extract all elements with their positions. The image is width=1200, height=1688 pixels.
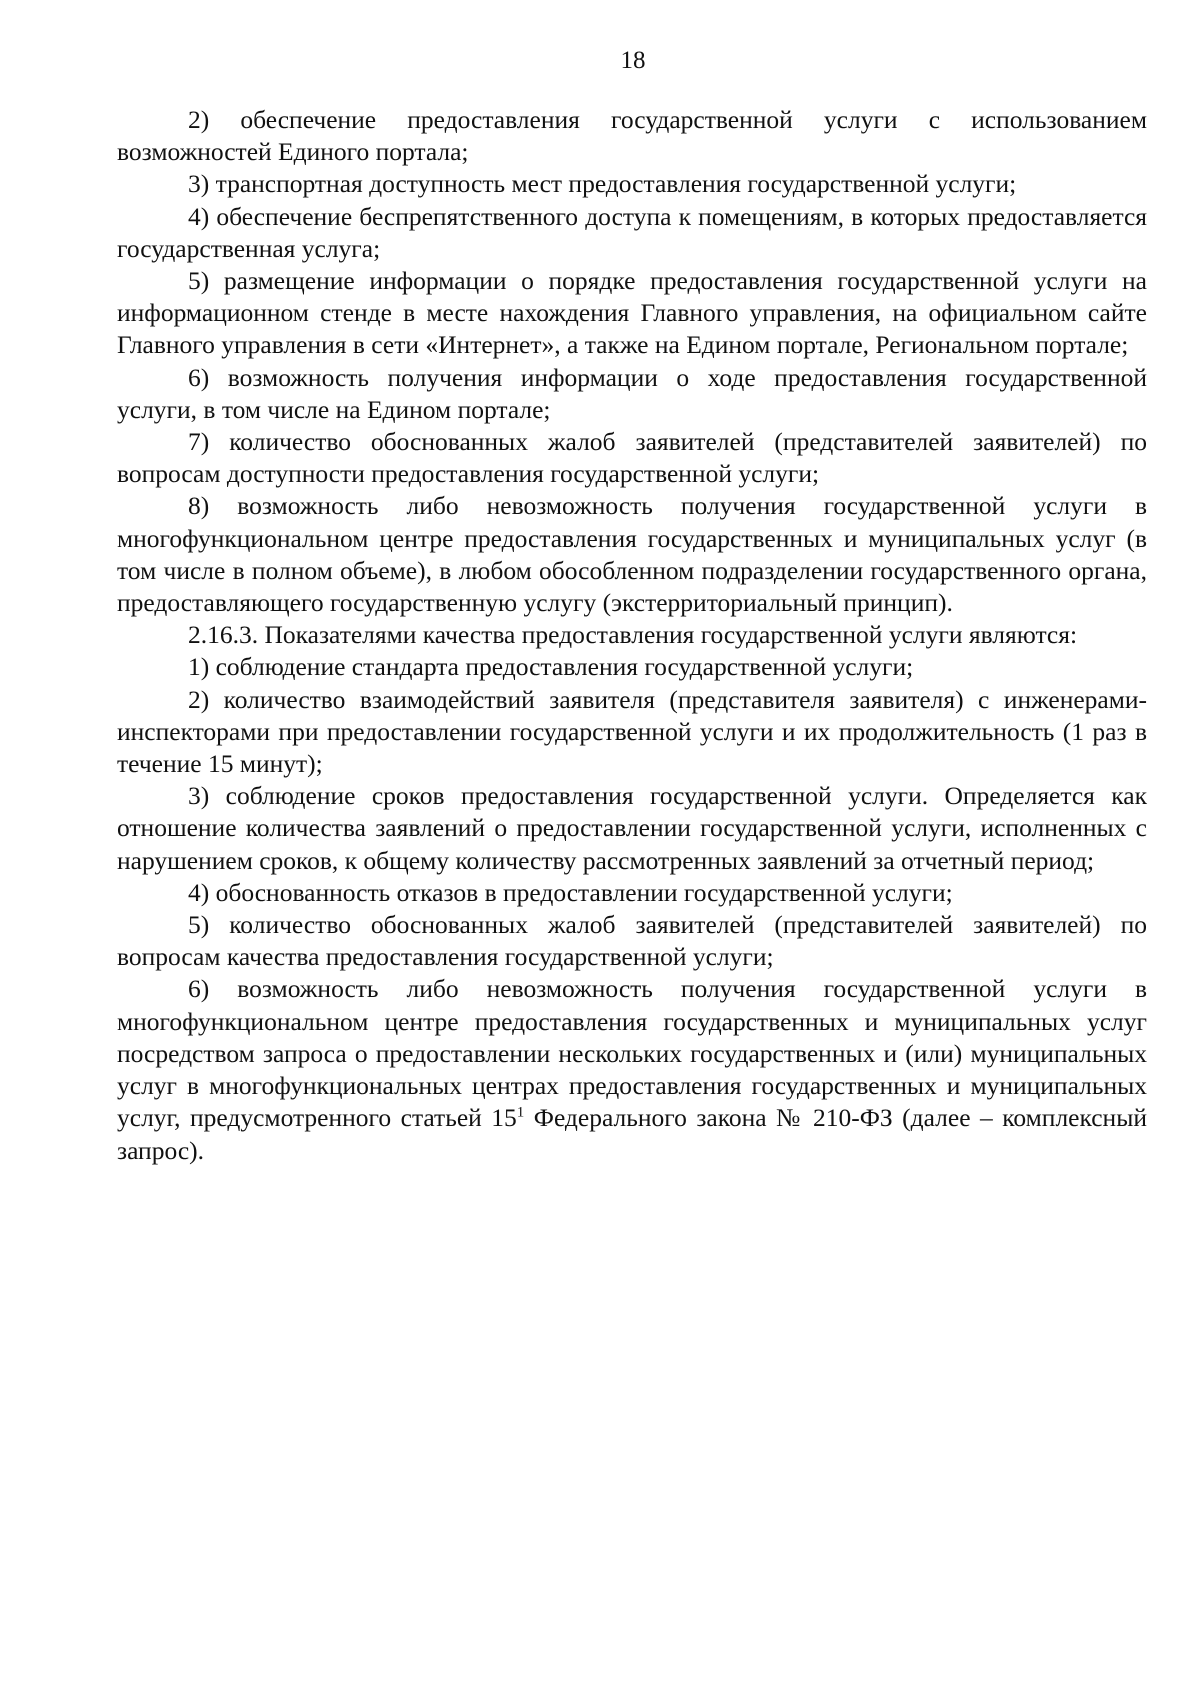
quality-item-5: 5) количество обоснованных жалоб заявителей (представителей заявителей) по вопросам качества предоставления государственной услуги;	[117, 910, 1147, 972]
quality-item-2: 2) количество взаимодействий заявителя (представителя заявителя) с инженерами-инспекторами при предоставлении государственной услуги и их продолжительность (1 раз в течение 15 минут);	[117, 684, 1147, 779]
quality-item-6-text: 6) возможность либо невозможность получения государственной услуги в многофункциональном центре предоставления государственных и муниципальных услуг посредством запроса о предоставлении нескольких государственных и (или) муниципальных услуг в многофункциональных центрах предоставления государственных и муниципальных услуг, предусмотренного статьей 15	[117, 974, 1147, 1133]
paragraph-item-8: 8) возможность либо невозможность получения государственной услуги в многофункциональном центре предоставления государственных и муниципальных услуг (в том числе в полном объеме), в любом обособленном подразделении государственного органа, предоставляющего государственную услугу (экстерриториальный принцип).	[117, 491, 1147, 618]
paragraph-item-3: 3) транспортная доступность мест предоставления государственной услуги;	[188, 169, 1017, 199]
paragraph-item-6: 6) возможность получения информации о ходе предоставления государственной услуги, в том числе на Едином портале;	[117, 362, 1147, 424]
quality-item-6-text-end: Федерального закона № 210-ФЗ (далее – комплексный запрос).	[117, 1103, 1147, 1165]
paragraph-item-7: 7) количество обоснованных жалоб заявителей (представителей заявителей) по вопросам доступности предоставления государственной услуги;	[117, 427, 1147, 489]
paragraph-item-4: 4) обеспечение беспрепятственного доступа к помещениям, в которых предоставляется государственная услуга;	[117, 201, 1147, 263]
section-heading-2-16-3: 2.16.3. Показателями качества предоставления государственной услуги являются:	[188, 620, 1078, 650]
quality-item-3: 3) соблюдение сроков предоставления государственной услуги. Определяется как отношение количества заявлений о предоставлении государственной услуги, исполненных с нарушением сроков, к общему количеству рассмотренных заявлений за отчетный период;	[117, 781, 1147, 875]
quality-item-4: 4) обоснованность отказов в предоставлении государственной услуги;	[188, 877, 953, 907]
document-body	[117, 104, 1147, 1167]
quality-item-6	[117, 973, 1147, 1166]
paragraph-item-5: 5) размещение информации о порядке предоставления государственной услуги на информационном стенде в месте нахождения Главного управления, на официальном сайте Главного управления в сети «Интернет», а также на Едином портале, Региональном портале;	[117, 266, 1147, 360]
paragraph-item-2: 2) обеспечение предоставления государственной услуги с использованием возможностей Единого портала;	[117, 105, 1147, 167]
quality-item-1: 1) соблюдение стандарта предоставления государственной услуги;	[188, 652, 914, 682]
superscript-footnote-marker: 1	[516, 1104, 525, 1121]
page-number: 18	[620, 47, 646, 74]
